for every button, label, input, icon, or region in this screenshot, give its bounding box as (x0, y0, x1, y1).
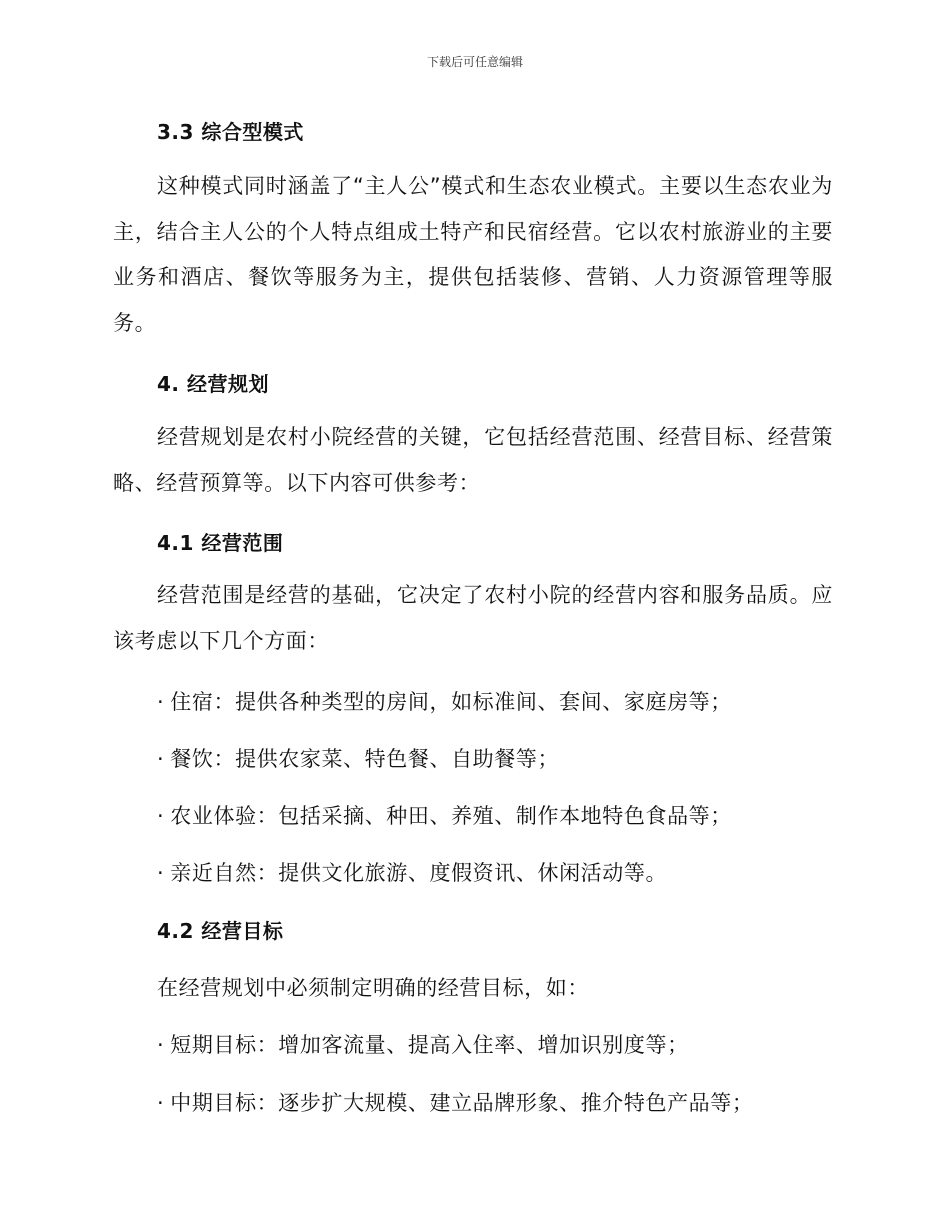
list-item-text: 短期目标：增加客流量、提高入住率、增加识别度等； (170, 1033, 689, 1057)
bullet-marker: · (157, 747, 165, 771)
list-item-text: 中期目标：逐步扩大规模、建立品牌形象、推介特色产品等； (170, 1091, 754, 1115)
bullet-marker: · (157, 861, 165, 885)
list-item-text: 住宿：提供各种类型的房间，如标准间、套间、家庭房等； (170, 690, 732, 714)
list-item-text: 农业体验：包括采摘、种田、养殖、制作本地特色食品等； (170, 804, 732, 828)
section-4-2-paragraph: 在经营规划中必须制定明确的经营目标，如： (157, 976, 589, 1000)
bullet-marker: · (157, 690, 165, 714)
list-item (157, 800, 732, 830)
section-heading-4-1: 4.1 经营范围 (157, 531, 284, 555)
list-item (157, 1029, 689, 1059)
list-item-text: 餐饮：提供农家菜、特色餐、自助餐等； (170, 747, 560, 771)
list-item (157, 743, 559, 773)
section-heading-4: 4. 经营规划 (157, 372, 269, 396)
section-heading-3-3: 3.3 综合型模式 (157, 120, 304, 144)
page-header: 下载后可任意编辑 (426, 55, 523, 69)
list-item (157, 1087, 753, 1117)
list-item-text: 亲近自然：提供文化旅游、度假资讯、休闲活动等。 (170, 861, 668, 885)
list-item (157, 857, 667, 887)
section-4-1-paragraph: 经营范围是经营的基础，它决定了农村小院的经营内容和服务品质。应该考虑以下几个方面： (113, 583, 833, 653)
bullet-marker: · (157, 1033, 165, 1057)
section-4-paragraph: 经营规划是农村小院经营的关键，它包括经营范围、经营目标、经营策略、经营预算等。以下内容可供参考： (113, 425, 833, 495)
bullet-marker: · (157, 804, 165, 828)
section-3-3-paragraph: 这种模式同时涵盖了“主人公”模式和生态农业模式。主要以生态农业为主，结合主人公的个人特点组成土特产和民宿经营。它以农村旅游业的主要业务和酒店、餐饮等服务为主，提供包括装修、营销、人力资源管理等服务。 (113, 174, 833, 335)
bullet-marker: · (157, 1091, 165, 1115)
list-item (157, 686, 732, 716)
section-heading-4-2: 4.2 经营目标 (157, 919, 284, 943)
